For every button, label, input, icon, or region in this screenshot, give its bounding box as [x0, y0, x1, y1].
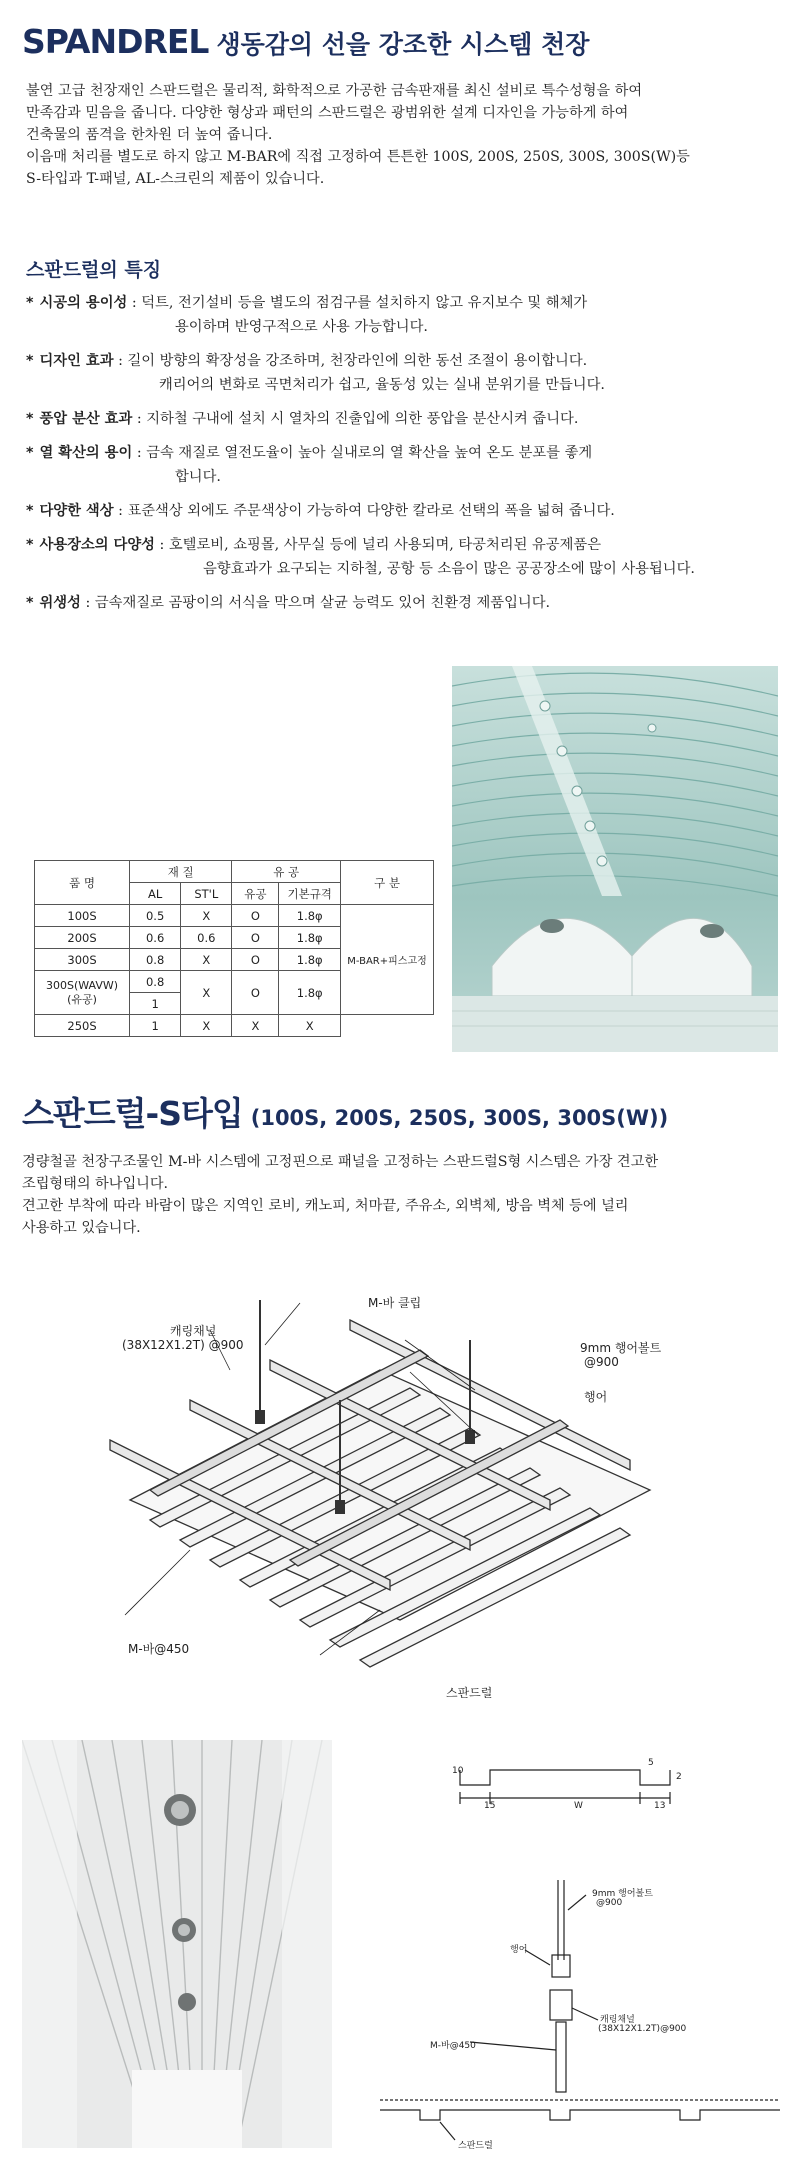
cell-category: M-BAR+피스고정 — [341, 905, 434, 1015]
th-std: 기본규격 — [279, 883, 341, 905]
dim-15: 15 — [484, 1801, 496, 1811]
cell-al: 1 — [130, 993, 181, 1015]
bullet-star: * — [26, 595, 34, 611]
cell-al: 0.8 — [130, 949, 181, 971]
feature-item — [26, 499, 778, 523]
label-hanger-bolt: 9mm 행어볼트 — [580, 1341, 662, 1355]
bullet-star: * — [26, 411, 34, 427]
feature-desc-cont: 용이하며 반영구적으로 사용 가능합니다. — [175, 319, 428, 335]
cell-perf: O — [232, 949, 279, 971]
section-label-carrying-channel: 캐링채널 — [600, 2015, 635, 2025]
page-title — [22, 22, 589, 61]
feature-desc: 호텔로비, 쇼핑몰, 사무실 등에 널리 사용되며, 타공처리된 유공제품은 — [168, 537, 602, 553]
section-label-hanger-bolt: 9mm 행어볼트 — [592, 1889, 653, 1899]
feature-desc-cont: 캐리어의 변화로 곡면처리가 쉽고, 율동성 있는 실내 분위기를 만듭니다. — [159, 377, 605, 393]
label-carrying-channel: 캐링채널 — [170, 1324, 217, 1338]
spec-table — [34, 860, 434, 1037]
intro-text — [26, 80, 776, 190]
cell-std: X — [279, 1015, 341, 1037]
cell-al: 1 — [130, 1015, 181, 1037]
label-hanger: 행어 — [584, 1390, 608, 1404]
feature-item — [26, 291, 778, 339]
cell-std: 1.8φ — [279, 905, 341, 927]
cell-stl: 0.6 — [181, 927, 232, 949]
dim-height: 10 — [452, 1766, 464, 1776]
cell-name: 300S(WAVW) (유공) — [35, 971, 130, 1015]
section-label-spandrel: 스판드럴 — [458, 2141, 493, 2151]
cell-std: 1.8φ — [279, 949, 341, 971]
feature-item — [26, 407, 778, 431]
section-label-hanger-bolt-spacing: @900 — [596, 1898, 623, 1908]
feature-label: 위생성 — [39, 595, 81, 611]
feature-desc: 지하철 구내에 설치 시 열차의 진출입에 의한 풍압을 분산시켜 줍니다. — [146, 411, 579, 427]
th-material: 재 질 — [130, 861, 232, 883]
th-stl: ST'L — [181, 883, 232, 905]
desc-line: 경량철골 천장구조물인 M-바 시스템에 고정핀으로 패널을 고정하는 스판드럴S형 시스템은 가장 견고한 — [22, 1154, 659, 1170]
cell-perf: X — [232, 1015, 279, 1037]
cell-perf: O — [232, 905, 279, 927]
cell-al: 0.6 — [130, 927, 181, 949]
label-carrying-spec: (38X12X1.2T) @900 — [122, 1338, 244, 1352]
label-m-bar-clip: M-바 클립 — [368, 1296, 422, 1310]
dim-r: 2 — [676, 1772, 682, 1782]
cell-stl: X — [181, 971, 232, 1015]
bullet-star: * — [26, 295, 34, 311]
title-en: SPANDREL — [22, 22, 209, 61]
table-row — [35, 1015, 434, 1037]
colon: : — [118, 353, 123, 369]
bullet-star: * — [26, 537, 34, 553]
s-type-title-main: 스판드럴-S타입 — [22, 1094, 243, 1133]
intro-line: 불연 고급 천장재인 스판드럴은 물리적, 화학적으로 가공한 금속판재를 최신 설비로 특수성형을 하여 — [26, 83, 643, 99]
cell-stl: X — [181, 905, 232, 927]
feature-desc: 금속 재질로 열전도율이 높아 실내로의 열 확산을 높여 온도 분포를 좋게 — [146, 445, 593, 461]
th-al: AL — [130, 883, 181, 905]
colon: : — [85, 595, 91, 611]
s-type-title-sub: (100S, 200S, 250S, 300S, 300S(W)) — [250, 1106, 669, 1130]
cell-name: 100S — [35, 905, 130, 927]
intro-line: 만족감과 믿음을 줍니다. 다양한 형상과 패턴의 스판드럴은 광범위한 설계 디자인을 가능하게 하여 — [26, 105, 629, 121]
section-label-m-bar: M-바@450 — [430, 2041, 476, 2051]
cell-stl: X — [181, 1015, 232, 1037]
table-row — [35, 905, 434, 927]
feature-desc: 표준색상 외에도 주문색상이 가능하여 다양한 칼라로 선택의 폭을 넓혀 줍니다. — [127, 503, 615, 519]
ceiling-photo-curved — [452, 666, 778, 1052]
feature-item — [26, 533, 778, 581]
label-hanger-bolt-spacing: @900 — [584, 1355, 619, 1369]
feature-item — [26, 441, 778, 489]
desc-line: 사용하고 있습니다. — [22, 1220, 141, 1236]
cell-al: 0.5 — [130, 905, 181, 927]
feature-label: 사용장소의 다양성 — [39, 537, 155, 553]
feature-desc: 덕트, 전기설비 등을 별도의 점검구를 설치하지 않고 유지보수 및 해체가 — [141, 295, 588, 311]
cell-name: 300S — [35, 949, 130, 971]
dim-w: W — [574, 1801, 583, 1811]
colon: : — [136, 411, 142, 427]
colon: : — [159, 537, 165, 553]
feature-item — [26, 349, 778, 397]
cell-stl: X — [181, 949, 232, 971]
th-name: 품 명 — [35, 861, 130, 905]
cell-std: 1.8φ — [279, 971, 341, 1015]
feature-desc-cont: 음향효과가 요구되는 지하철, 공항 등 소음이 많은 공공장소에 많이 사용됩니다. — [203, 561, 695, 577]
feature-label: 시공의 용이성 — [39, 295, 128, 311]
th-perf: 유공 — [232, 883, 279, 905]
feature-desc-cont: 합니다. — [175, 469, 221, 485]
features-list — [26, 291, 778, 625]
features-title: 스판드럴의 특징 — [26, 259, 162, 281]
section-label-carrying-spec: (38X12X1.2T)@900 — [598, 2024, 687, 2034]
label-m-bar: M-바@450 — [128, 1642, 190, 1656]
th-perforation: 유 공 — [232, 861, 341, 883]
feature-label: 풍압 분산 효과 — [39, 411, 133, 427]
intro-line: 이음매 처리를 별도로 하지 않고 M-BAR에 직접 고정하여 튼튼한 100S, 200S, 250S, 300S, 300S(W)등 — [26, 149, 690, 165]
feature-label: 디자인 효과 — [39, 353, 114, 369]
colon: : — [118, 503, 123, 519]
cell-name: 200S — [35, 927, 130, 949]
title-ko: 생동감의 선을 강조한 시스템 천장 — [216, 30, 590, 59]
th-category: 구 분 — [341, 861, 434, 905]
bullet-star: * — [26, 445, 34, 461]
feature-desc: 길이 방향의 확장성을 강조하며, 천장라인에 의한 동선 조절이 용이합니다. — [127, 353, 588, 369]
bullet-star: * — [26, 503, 34, 519]
s-type-title — [22, 1088, 668, 1135]
desc-line: 견고한 부착에 따라 바람이 많은 지역인 로비, 캐노피, 처마끝, 주유소, 외벽체, 방음 벽체 등에 널리 — [22, 1198, 629, 1214]
bullet-star: * — [26, 353, 34, 369]
s-type-description — [22, 1151, 776, 1239]
section-label-hanger: 행어 — [510, 1945, 528, 1955]
feature-desc: 금속재질로 곰팡이의 서식을 막으며 살균 능력도 있어 친환경 제품입니다. — [94, 595, 551, 611]
colon: : — [136, 445, 142, 461]
intro-line: 건축물의 품격을 한차원 더 높여 줍니다. — [26, 127, 273, 143]
feature-label: 열 확산의 용이 — [39, 445, 133, 461]
desc-line: 조립형태의 하나입니다. — [22, 1176, 169, 1192]
cell-std: 1.8φ — [279, 927, 341, 949]
colon: : — [131, 295, 137, 311]
feature-label: 다양한 색상 — [39, 503, 114, 519]
dim-5: 5 — [648, 1758, 654, 1768]
label-spandrel: 스판드럴 — [446, 1686, 493, 1700]
intro-line: S-타입과 T-패널, AL-스크린의 제품이 있습니다. — [26, 171, 325, 187]
feature-item — [26, 591, 778, 615]
ceiling-photo-straight — [22, 1740, 332, 2148]
cell-perf: O — [232, 927, 279, 949]
cell-al: 0.8 — [130, 971, 181, 993]
dim-13: 13 — [654, 1801, 666, 1811]
cell-name: 250S — [35, 1015, 130, 1037]
cell-perf: O — [232, 971, 279, 1015]
